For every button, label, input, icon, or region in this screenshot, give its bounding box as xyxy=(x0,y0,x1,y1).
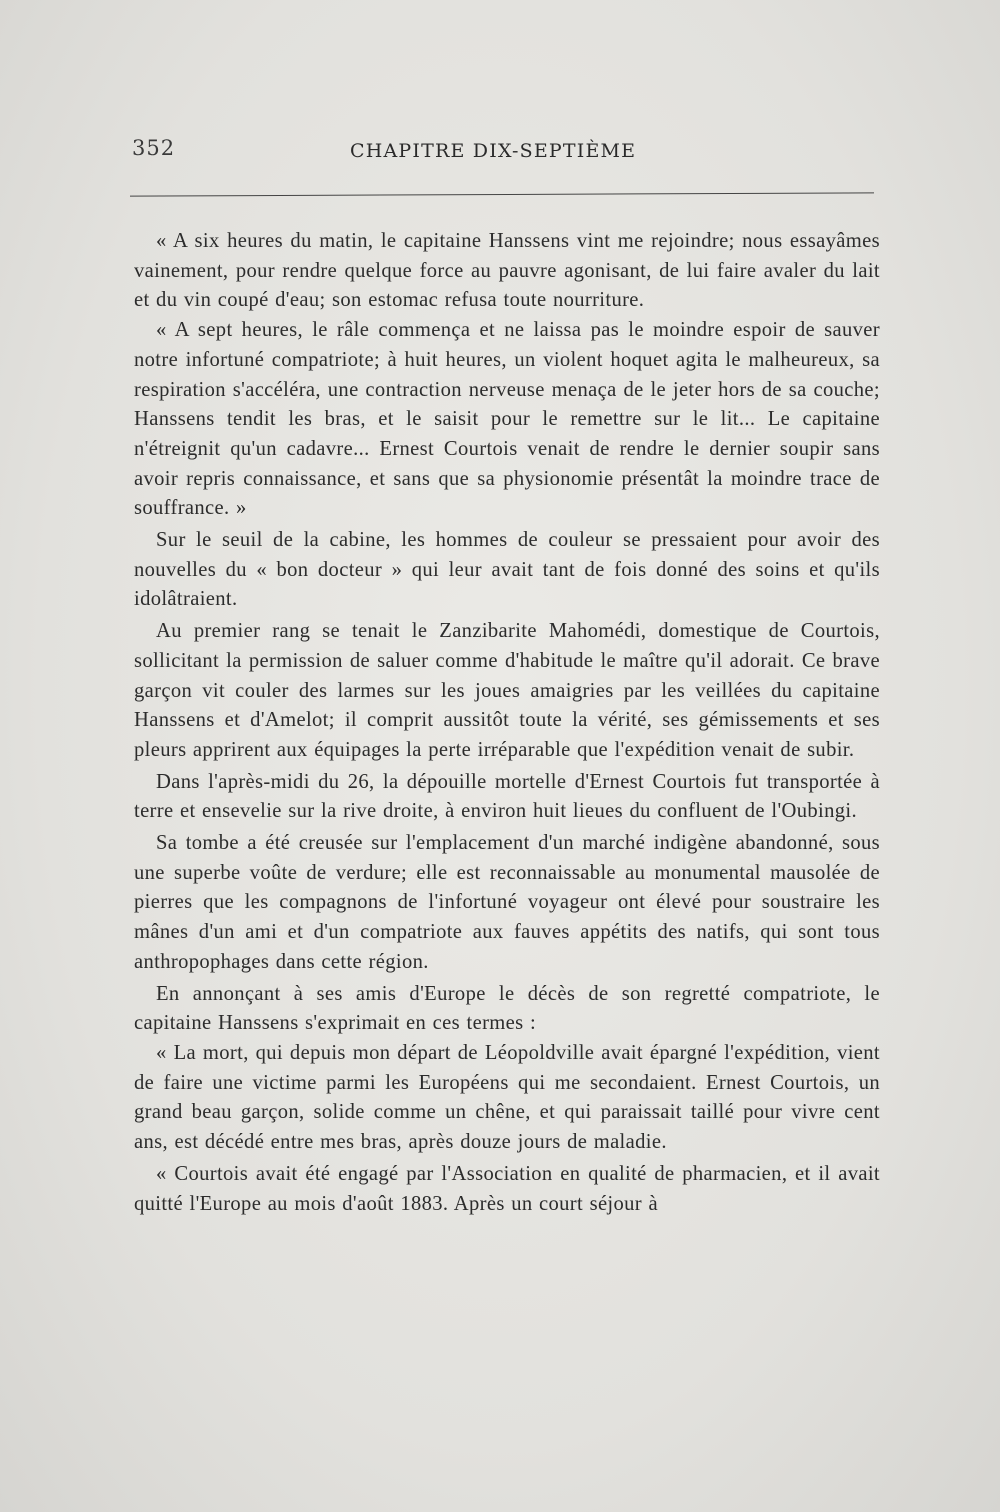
paragraph: En annonçant à ses amis d'Europe le décès de son regretté compatriote, le capitaine Hanssens s'exprimait en ces termes : xyxy=(134,982,880,1035)
paragraph: Dans l'après-midi du 26, la dépouille mortelle d'Ernest Courtois fut transportée à terre et ensevelie sur la rive droite, à environ huit lieues du confluent de l'Oubingi. xyxy=(134,770,880,823)
paragraph: Au premier rang se tenait le Zanzibarite Mahomédi, domestique de Courtois, sollicitant la permission de saluer comme d'habitude le maître qu'il adorait. Ce brave garçon vit couler des larmes sur les joues amaigries par les veillées du capitaine Hanssens et d'Amelot; il comprit aussitôt toute la vérité, ses gémissements et ses pleurs apprirent aux équipages la perte irréparable que l'expédition venait de subir. xyxy=(134,620,880,761)
header-rule xyxy=(130,192,874,196)
body-text xyxy=(134,227,880,1219)
paragraph: « La mort, qui depuis mon départ de Léopoldville avait épargné l'expédition, vient de faire une victime parmi les Européens qui me secondaient. Ernest Courtois, un grand beau garçon, solide comme un chêne, et qui paraissait taillé pour vivre cent ans, est décédé entre mes bras, après douze jours de maladie. xyxy=(134,1041,880,1154)
page-header xyxy=(132,132,874,172)
paragraph: Sur le seuil de la cabine, les hommes de couleur se pressaient pour avoir des nouvelles du « bon docteur » qui leur avait tant de fois donné des soins et qu'ils idolâtraient. xyxy=(134,529,880,611)
page-number: 352 xyxy=(132,136,176,160)
paragraph: « A six heures du matin, le capitaine Hanssens vint me rejoindre; nous essayâmes vainement, pour rendre quelque force au pauvre agonisant, de lui faire avaler du lait et du vin coupé d'eau; son estomac refusa toute nourriture. xyxy=(134,230,880,312)
running-head: CHAPITRE DIX-SEPTIÈME xyxy=(350,140,637,162)
paragraph: « Courtois avait été engagé par l'Association en qualité de pharmacien, et il avait quitté l'Europe au mois d'août 1883. Après un court séjour à xyxy=(134,1162,880,1215)
paragraph: Sa tombe a été creusée sur l'emplacement d'un marché indigène abandonné, sous une superbe voûte de verdure; elle est reconnaissable au monumental mausolée de pierres que les compagnons de l'infortuné voyageur ont élevé pour soustraire les mânes d'un ami et d'un compatriote aux fauves appétits des natifs, qui sont tous anthropophages dans cette région. xyxy=(134,832,880,973)
paragraph: « A sept heures, le râle commença et ne laissa pas le moindre espoir de sauver notre infortuné compatriote; à huit heures, un violent hoquet agita le malheureux, sa respiration s'accéléra, une contraction nerveuse menaça de le jeter hors de sa couche; Hanssens tendit les bras, et le saisit pour le remettre sur le lit... Le capitaine n'étreignit qu'un cadavre... Ernest Courtois venait de rendre le dernier soupir sans avoir repris connaissance, et sans que sa physionomie présentât la moindre trace de souffrance. » xyxy=(134,319,880,520)
